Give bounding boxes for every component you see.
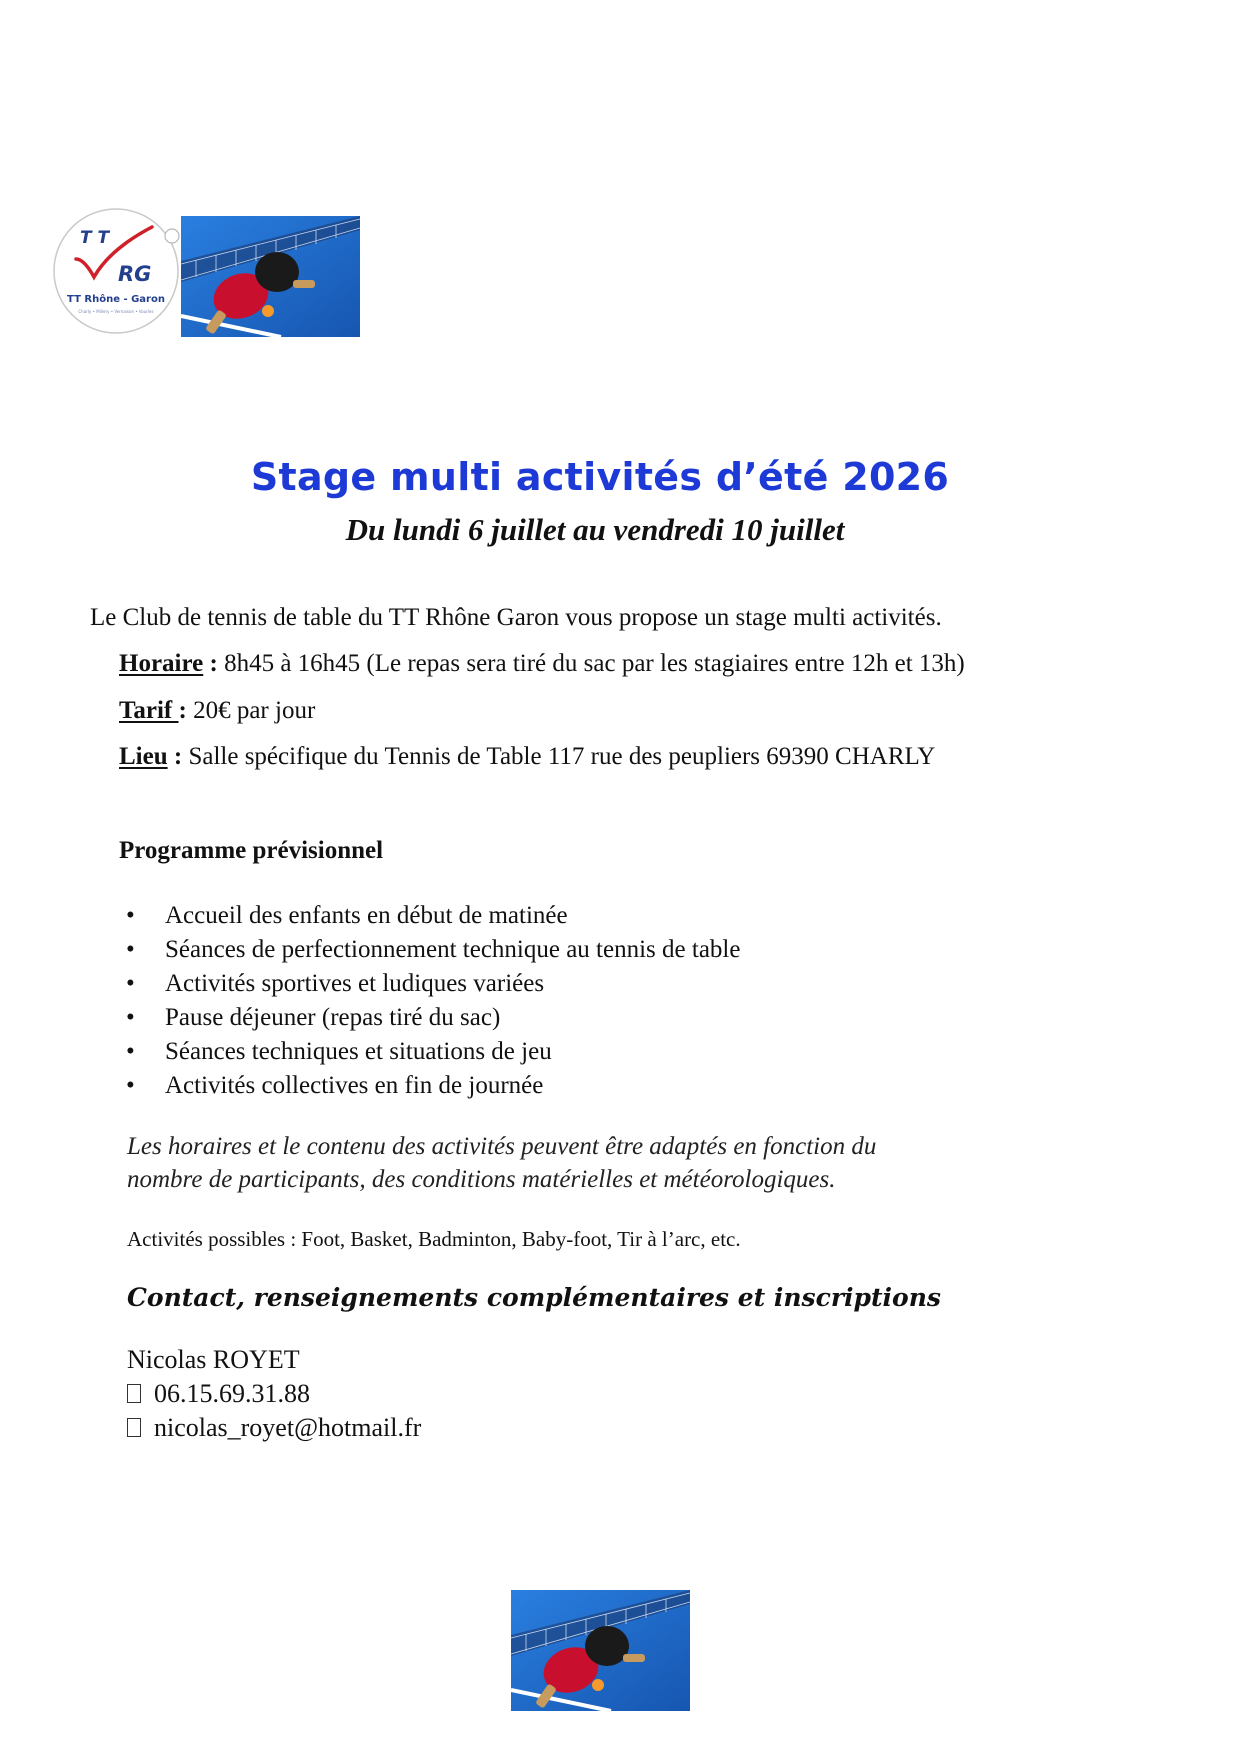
program-list [126,899,740,1103]
place-label: Lieu [119,743,168,770]
contact-email-line [127,1413,421,1443]
logo-tagline: Charly • Millery • Vernaison • Vourles [78,309,154,314]
club-logo [52,207,180,335]
price-value: 20€ par jour [193,697,316,724]
program-heading: Programme prévisionnel [119,837,384,864]
list-item: • Séances techniques et situations de jeu [126,1038,552,1065]
logo-letters-top: T T [80,228,110,248]
contact-heading: Contact, renseignements complémentaires et inscriptions [127,1283,941,1312]
list-item: • Séances de perfectionnement technique au tennis de table [126,936,741,963]
hours-value: 8h45 à 16h45 (Le repas sera tiré du sac par les stagiaires entre 12h et 13h) [224,650,965,677]
phone-icon [127,1384,141,1403]
logo-club-name: TT Rhône - Garon [67,294,165,305]
email-icon [127,1418,141,1437]
note-line-1: Les horaires et le contenu des activités peuvent être adaptés en fonction du [127,1133,877,1160]
table-tennis-photo-top [181,216,360,337]
schedule-note [127,1130,1047,1196]
intro-text: Le Club de tennis de table du TT Rhône Garon vous propose un stage multi activités. [90,604,942,631]
contact-phone: 06.15.69.31.88 [154,1379,310,1408]
activities-text: Activités possibles : Foot, Basket, Badminton, Baby-foot, Tir à l’arc, etc. [127,1227,741,1251]
hours-label: Horaire [119,650,204,677]
page-title: Stage multi activités d’été 2026 [250,455,950,499]
note-line-2: nombre de participants, des conditions matérielles et météorologiques. [127,1166,836,1193]
list-item: • Accueil des enfants en début de matinée [126,902,568,929]
list-item: • Pause déjeuner (repas tiré du sac) [126,1004,501,1031]
contact-name: Nicolas ROYET [127,1345,300,1374]
price-line: Tarif : 20€ par jour [119,697,316,724]
price-label: Tarif [119,697,179,724]
hours-line: Horaire : 8h45 à 16h45 (Le repas sera tiré du sac par les stagiaires entre 12h et 13h) [119,650,965,677]
list-item: • Activités collectives en fin de journée [126,1072,544,1099]
page-subtitle: Du lundi 6 juillet au vendredi 10 juillet [345,512,845,547]
place-line: Lieu : Salle spécifique du Tennis de Table 117 rue des peupliers 69390 CHARLY [119,743,936,770]
contact-phone-line [127,1379,310,1409]
list-item: • Activités sportives et ludiques variées [126,970,545,997]
place-value: Salle spécifique du Tennis de Table 117 rue des peupliers 69390 CHARLY [188,743,936,770]
logo-letters-main: RG [118,262,152,286]
contact-email: nicolas_royet@hotmail.fr [154,1413,422,1442]
table-tennis-photo-bottom [511,1590,690,1711]
